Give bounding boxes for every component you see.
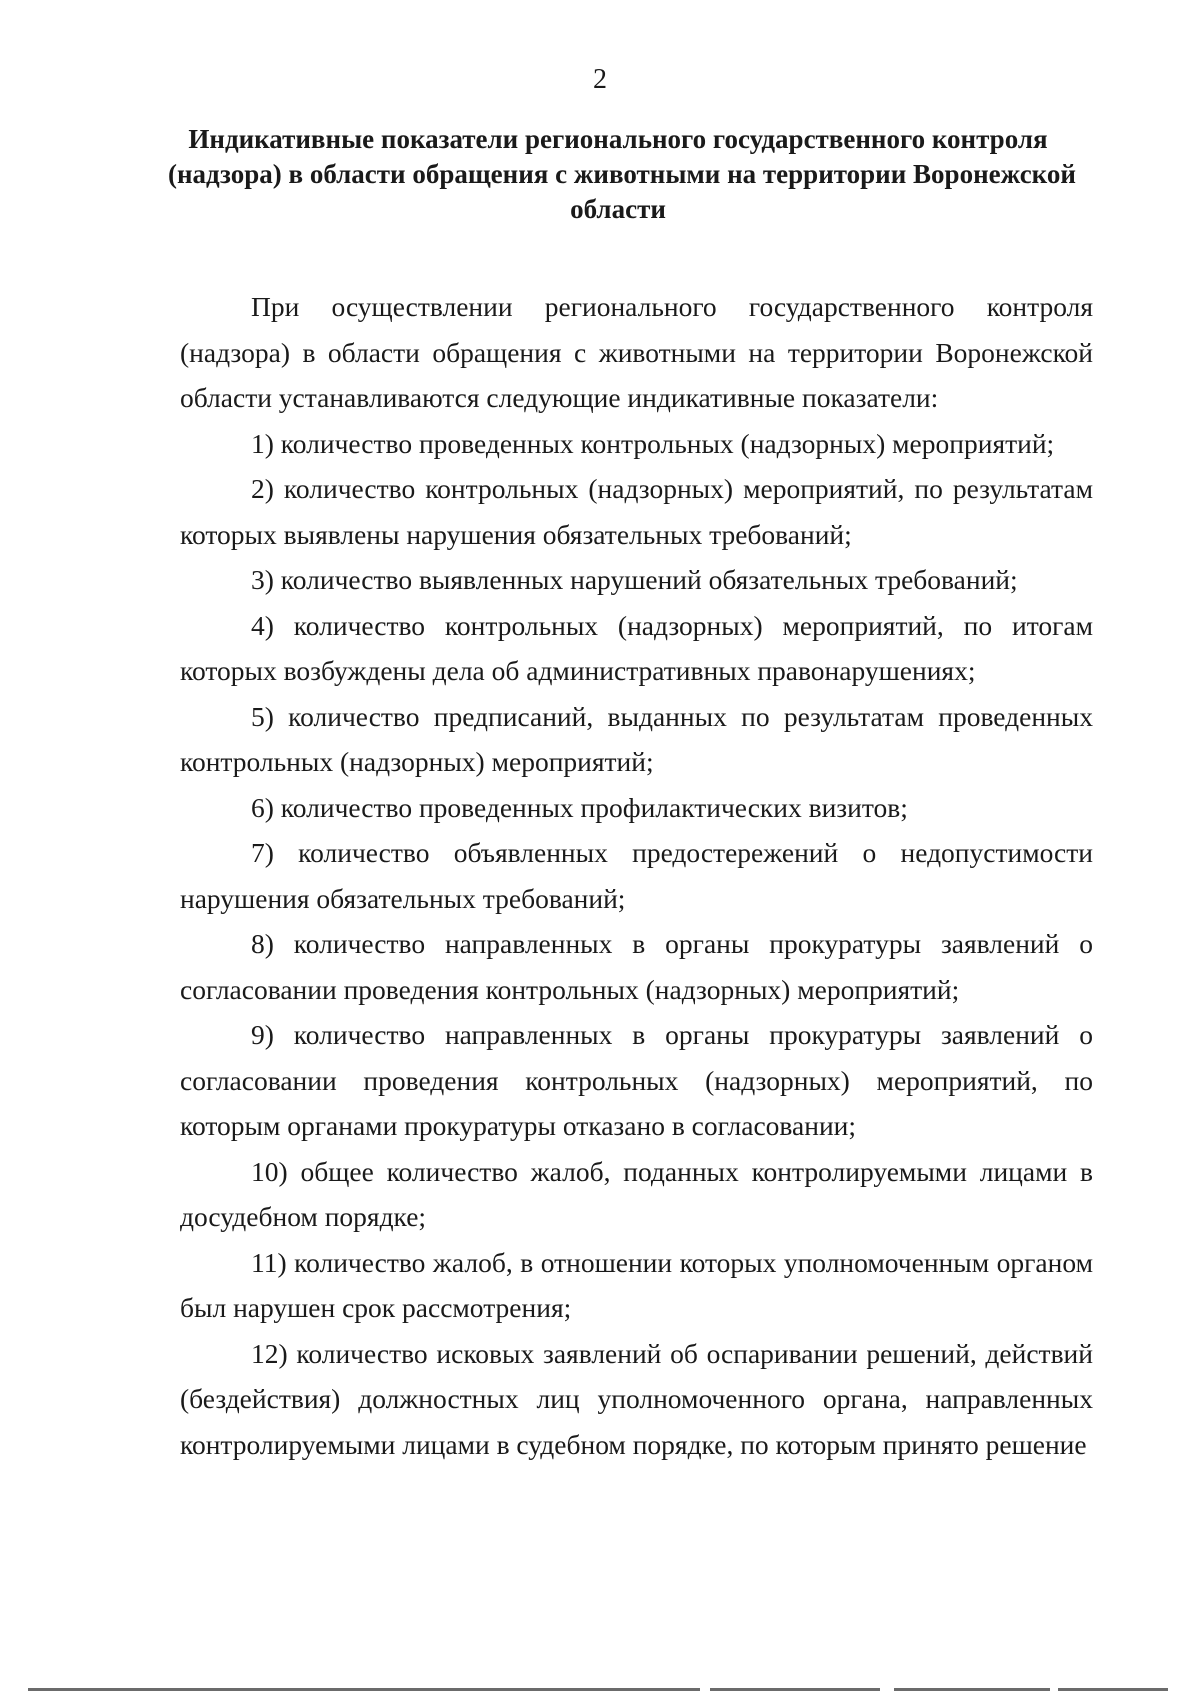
indicator-item-6: 6) количество проведенных профилактических визитов;	[251, 791, 908, 823]
title-line-3: области	[570, 194, 666, 224]
scan-edge-gap	[1050, 1686, 1058, 1692]
indicator-item-4: 4) количество контрольных (надзорных) мероприятий, по итогам которых возбуждены дела об административных правонарушениях;	[180, 609, 1093, 686]
title-line-1: Индикативные показатели регионального государственного контроля	[188, 124, 1048, 154]
indicator-item-11: 11) количество жалоб, в отношении которых уполномоченным органом был нарушен срок рассмотрения;	[180, 1246, 1093, 1323]
scan-edge-gap	[700, 1686, 710, 1692]
scan-edge-line	[28, 1688, 1168, 1691]
indicator-item-3: 3) количество выявленных нарушений обязательных требований;	[251, 564, 1018, 595]
document-title	[168, 122, 1076, 227]
intro-paragraph: При осуществлении регионального государственного контроля (надзора) в области обращения с животными на территории Воронежской области устанавливаются следующие индикативные показатели:	[180, 291, 1093, 413]
indicator-item-12: 12) количество исковых заявлений об оспаривании решений, действий (бездействия) должностных лиц уполномоченного органа, направленных контролируемыми лицами в судебном порядке, по которым принято решение	[180, 1337, 1093, 1460]
title-line-2: (надзора) в области обращения с животными на территории Воронежской	[168, 159, 1076, 189]
indicator-item-5: 5) количество предписаний, выданных по результатам проведенных контрольных (надзорных) мероприятий;	[180, 700, 1093, 777]
indicator-item-2: 2) количество контрольных (надзорных) мероприятий, по результатам которых выявлены нарушения обязательных требований;	[180, 473, 1093, 550]
indicator-item-7: 7) количество объявленных предостережений о недопустимости нарушения обязательных требований;	[180, 837, 1093, 914]
indicator-item-9: 9) количество направленных в органы прокуратуры заявлений о согласовании проведения контрольных (надзорных) мероприятий, по которым органами прокуратуры отказано в согласовании;	[180, 1019, 1093, 1141]
indicator-item-10: 10) общее количество жалоб, поданных контролируемыми лицами в досудебном порядке;	[180, 1155, 1093, 1232]
document-body	[180, 284, 1093, 1467]
scan-edge-gap	[880, 1686, 894, 1692]
indicator-item-1: 1) количество проведенных контрольных (надзорных) мероприятий;	[251, 427, 1055, 459]
page-number: 2	[593, 64, 607, 95]
indicator-item-8: 8) количество направленных в органы прокуратуры заявлений о согласовании проведения контрольных (надзорных) мероприятий;	[180, 928, 1093, 1005]
